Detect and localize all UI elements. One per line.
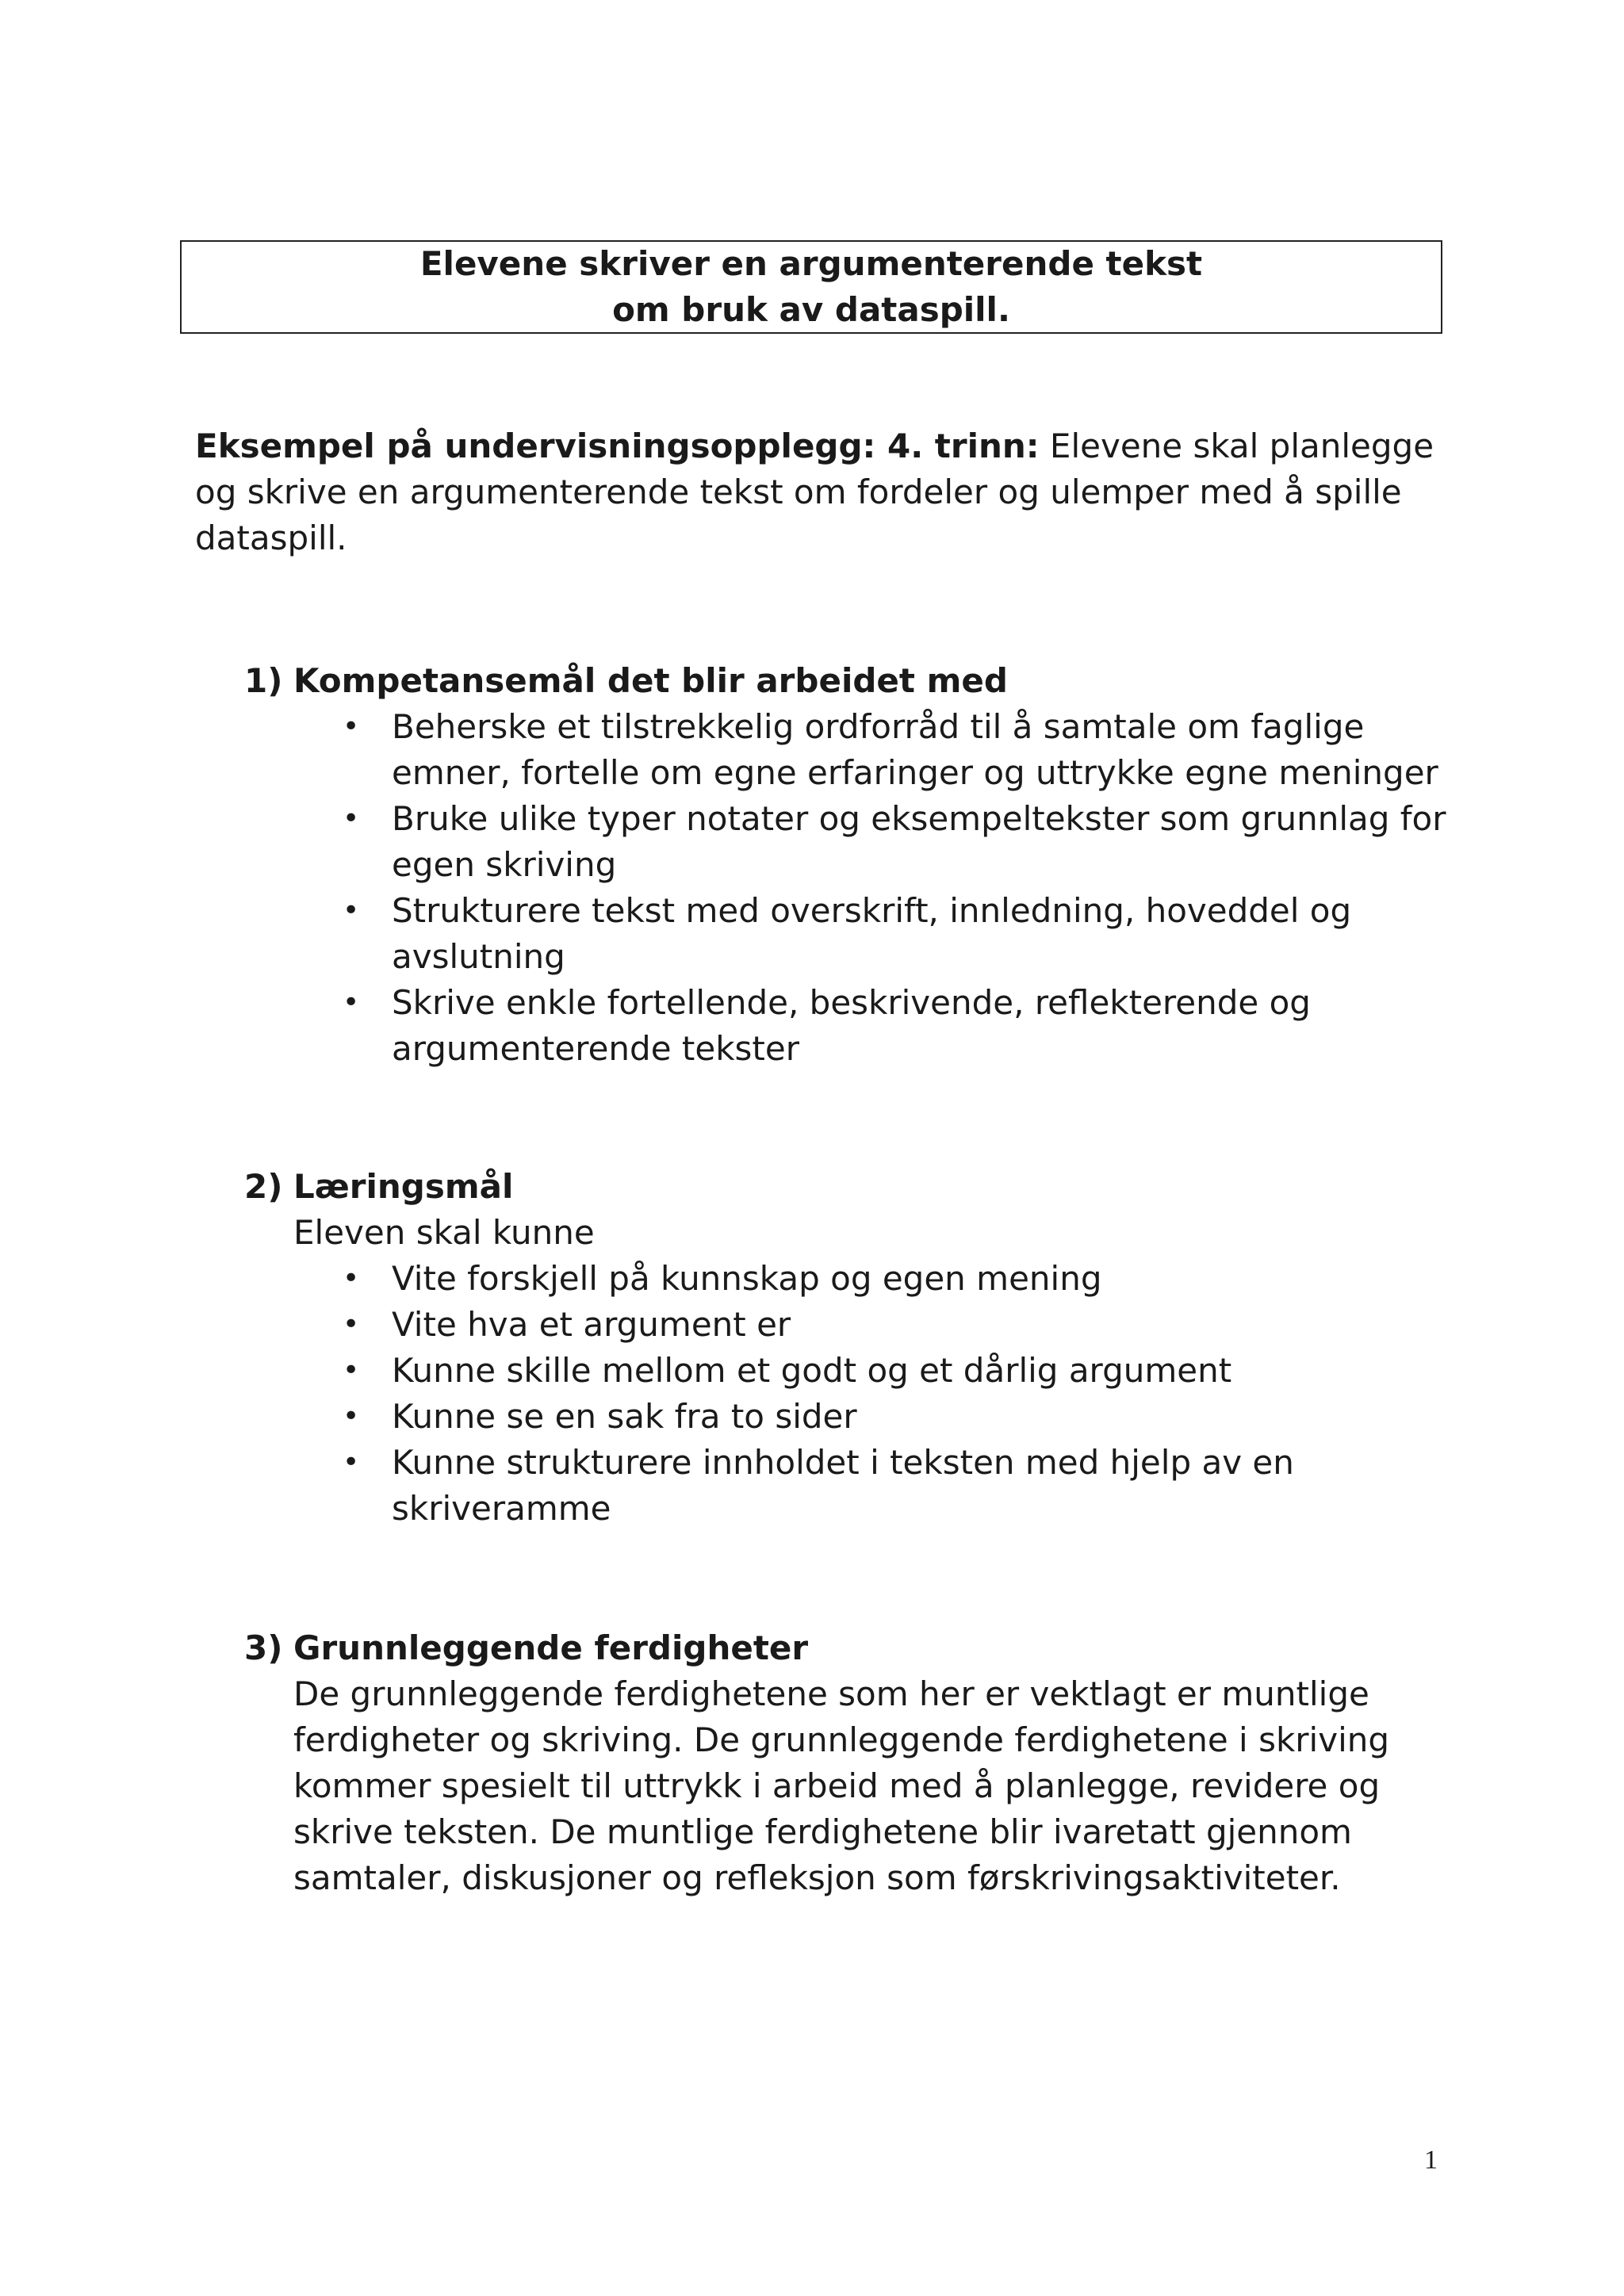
- section-laeringsmal: [244, 1164, 1450, 1532]
- section-number: 1): [244, 661, 283, 700]
- bullet-icon: •: [343, 802, 360, 835]
- list-item: • Skrive enkle fortellende, beskrivende, reflekterende og argumenterende tekster: [392, 980, 1450, 1072]
- bullet-icon: •: [343, 1354, 360, 1387]
- section-heading: [244, 658, 1450, 704]
- intro-paragraph: [195, 423, 1448, 561]
- bullet-icon: •: [343, 1400, 360, 1433]
- title-box: [180, 240, 1442, 334]
- bullet-icon: •: [343, 894, 360, 927]
- section-subtitle: Eleven skal kunne: [293, 1213, 595, 1252]
- intro-bold-label: Eksempel på undervisningsopplegg: 4. trinn:: [195, 427, 1040, 465]
- section-title: Kompetansemål det blir arbeidet med: [293, 661, 1008, 700]
- bullet-icon: •: [343, 986, 360, 1019]
- section-paragraph: De grunnleggende ferdighetene som her er vektlagt er muntlige ferdigheter og skriving. De grunnleggende ferdighetene i skriving kommer spesielt til uttrykk i arbeid med å planlegge, revidere og skrive teksten. De muntlige ferdighetene blir ivaretatt gjennom samtaler, diskusjoner og refleksjon som førskrivingsaktiviteter.: [293, 1674, 1390, 1897]
- bullet-icon: •: [343, 1308, 360, 1341]
- list-item: • Vite hva et argument er: [392, 1302, 1450, 1348]
- section-title: Læringsmål: [293, 1167, 514, 1206]
- list-item: • Beherske et tilstrekkelig ordforråd til å samtale om faglige emner, fortelle om egne erfaringer og uttrykke egne meninger: [392, 704, 1450, 796]
- section-kompetansemal: [244, 658, 1450, 1072]
- list-item: • Bruke ulike typer notater og eksempeltekster som grunnlag for egen skriving: [392, 796, 1450, 888]
- page-number: 1: [1424, 2145, 1438, 2175]
- title-line-1: Elevene skriver en argumenterende tekst: [419, 244, 1203, 283]
- section-title: Grunnleggende ferdigheter: [293, 1628, 809, 1667]
- section-number: 3): [244, 1628, 283, 1667]
- list-item: • Kunne se en sak fra to sider: [392, 1394, 1450, 1440]
- section-number: 2): [244, 1167, 283, 1206]
- intro-text: Elevene skal planlegge og skrive en argumenterende tekst om fordeler og ulemper med å spille dataspill.: [195, 427, 1434, 557]
- section-heading: [244, 1625, 1450, 1671]
- list-item: • Strukturere tekst med overskrift, innledning, hoveddel og avslutning: [392, 888, 1450, 980]
- bullet-list: [244, 704, 1450, 1072]
- bullet-icon: •: [343, 1446, 360, 1479]
- section-grunnleggende-ferdigheter: [244, 1625, 1450, 1901]
- list-item: • Kunne strukturere innholdet i teksten med hjelp av en skriveramme: [392, 1440, 1450, 1532]
- list-item: • Vite forskjell på kunnskap og egen mening: [392, 1256, 1450, 1302]
- bullet-list: [244, 1256, 1450, 1532]
- title-line-2: om bruk av dataspill.: [612, 290, 1010, 329]
- bullet-icon: •: [343, 710, 360, 743]
- section-heading: [244, 1164, 1450, 1210]
- bullet-icon: •: [343, 1262, 360, 1295]
- list-item: • Kunne skille mellom et godt og et dårlig argument: [392, 1348, 1450, 1394]
